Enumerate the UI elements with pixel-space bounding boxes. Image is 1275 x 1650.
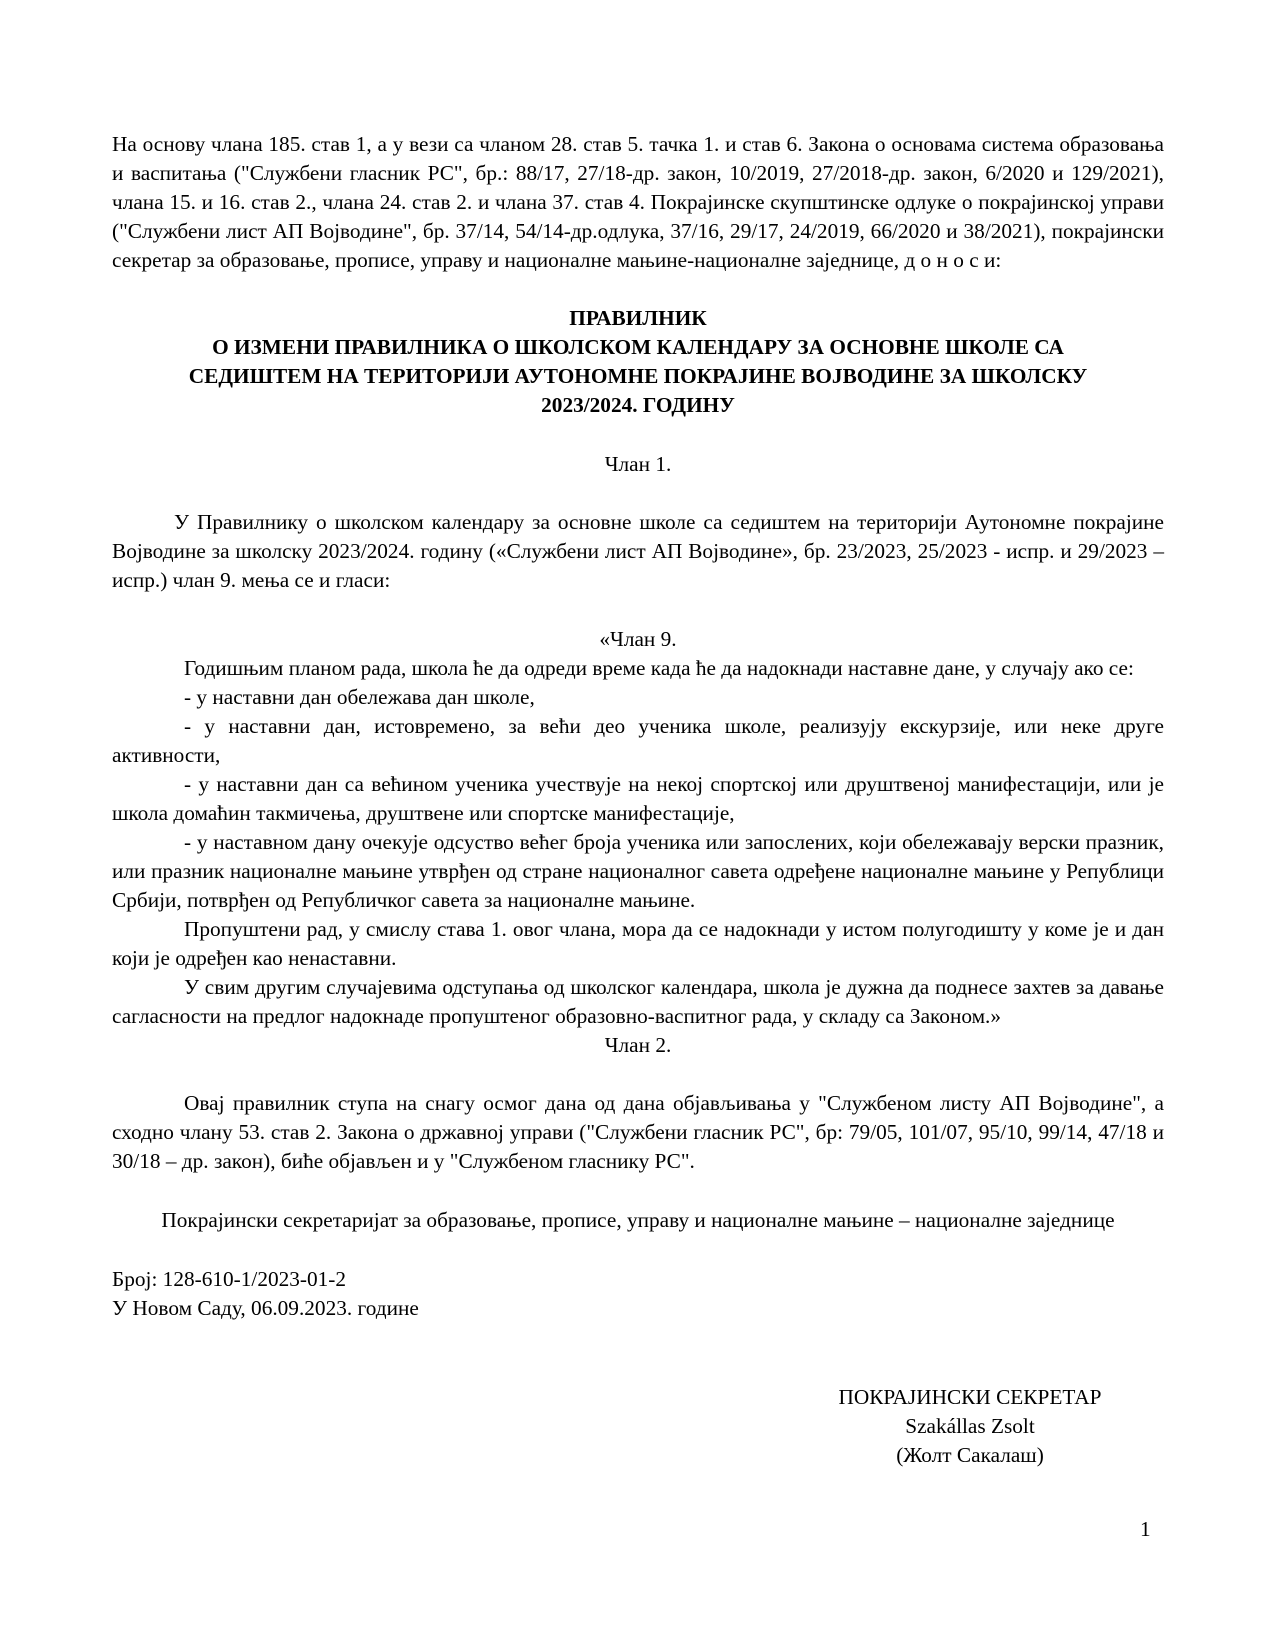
reference-number: Број: 128-610-1/2023-01-2 — [112, 1267, 347, 1291]
article-9-paragraph-3: У свим другим случајевима одступања од школског календара, школа је дужна да поднесе захтев за давање сагласности на предлог надокнаде пропуштеног образовно-васпитног рада, у складу са Законом.» — [112, 975, 1164, 1028]
article-1-heading: Члан 1. — [604, 452, 672, 476]
article-9-item-3: - у наставни дан са већином ученика учествује на некој спортској или друштвеној манифестацији, или је школа домаћин такмичења, друштвене или спортске манифестације, — [112, 772, 1164, 825]
article-2-text: Овај правилник ступа на снагу осмог дана од дана објављивања у "Службеном листу АП Војводине", а сходно члану 53. став 2. Закона о државној управи ("Службени гласник РС", бр: 79/05, 101/07, 95/10, 99/14, 47/18 и 30/18 – др. закон), биће објављен и у "Службеном гласнику РС". — [112, 1091, 1164, 1173]
title-line-2: О ИЗМЕНИ ПРАВИЛНИКА О ШКОЛСКОМ КАЛЕНДАРУ ЗА ОСНОВНЕ ШКОЛЕ СА — [212, 335, 1064, 359]
article-9-item-2: - у наставни дан, истовремено, за већи део ученика школе, реализују екскурзије, или неке друге активности, — [112, 714, 1164, 767]
title-line-1: ПРАВИЛНИК — [569, 306, 707, 330]
article-9-heading: «Члан 9. — [599, 627, 677, 651]
article-9-intro: Годишњим планом рада, школа ће да одреди време када ће да надокнади наставне дане, у случају ако се: — [184, 656, 1134, 680]
article-2-heading: Члан 2. — [604, 1033, 672, 1057]
title-line-3: СЕДИШТЕМ НА ТЕРИТОРИЈИ АУТОНОМНЕ ПОКРАЈИНЕ ВОЈВОДИНЕ ЗА ШКОЛСКУ — [188, 364, 1088, 388]
issuer-name: Покрајински секретаријат за образовање, прописе, управу и националне мањине – националне заједнице — [161, 1208, 1115, 1232]
article-9-item-4: - у наставном дану очекује одсуство већег броја ученика или запослених, који обележавају верски празник, или празник националне мањине утврђен од стране националног савета одређене националне мањине у Републици Србији, потврђен од Републичког савета за националне мањине. — [112, 830, 1164, 912]
signatory-position: ПОКРАЈИНСКИ СЕКРЕТАР — [838, 1385, 1102, 1409]
signatory-name-latin: Szakállas Zsolt — [905, 1414, 1035, 1438]
article-9-item-1: - у наставни дан обележава дан школе, — [184, 685, 535, 709]
signatory-name-cyrillic: (Жолт Сакалаш) — [896, 1443, 1044, 1467]
article-9-paragraph-2: Пропуштени рад, у смислу става 1. овог члана, мора да се надокнади у истом полугодишту у коме је и дан који је одређен као ненаставни. — [112, 917, 1164, 970]
place-and-date: У Новом Саду, 06.09.2023. године — [112, 1296, 419, 1320]
signature-block — [780, 1383, 1160, 1470]
document-page — [112, 130, 1164, 1467]
document-title — [112, 304, 1164, 420]
title-line-4: 2023/2024. ГОДИНУ — [541, 393, 735, 417]
article-1-text: У Правилнику о школском календару за основне школе са седиштем на територији Аутономне покрајине Војводине за школску 2023/2024. годину («Службени лист АП Војводине», бр. 23/2023, 25/2023 - испр. и 29/2023 – испр.) члан 9. мења се и гласи: — [112, 510, 1164, 592]
page-number: 1 — [1140, 1517, 1151, 1541]
preamble-paragraph: На основу члана 185. став 1, а у вези са чланом 28. став 5. тачка 1. и став 6. Закона о основама система образовања и васпитања ("Службени гласник РС", бр.: 88/17, 27/18-др. закон, 10/2019, 27/2018-др. закон, 6/2020 и 129/2021), члана 15. и 16. став 2., члана 24. став 2. и члана 37. став 4. Покрајинске скупштинске одлуке о покрајинској управи ("Службени лист АП Војводине", бр. 37/14, 54/14-др.одлука, 37/16, 29/17, 24/2019, 66/2020 и 38/2021), покрајински секретар за образовање, прописе, управу и националне мањине-националне заједнице, д о н о с и: — [112, 132, 1164, 272]
